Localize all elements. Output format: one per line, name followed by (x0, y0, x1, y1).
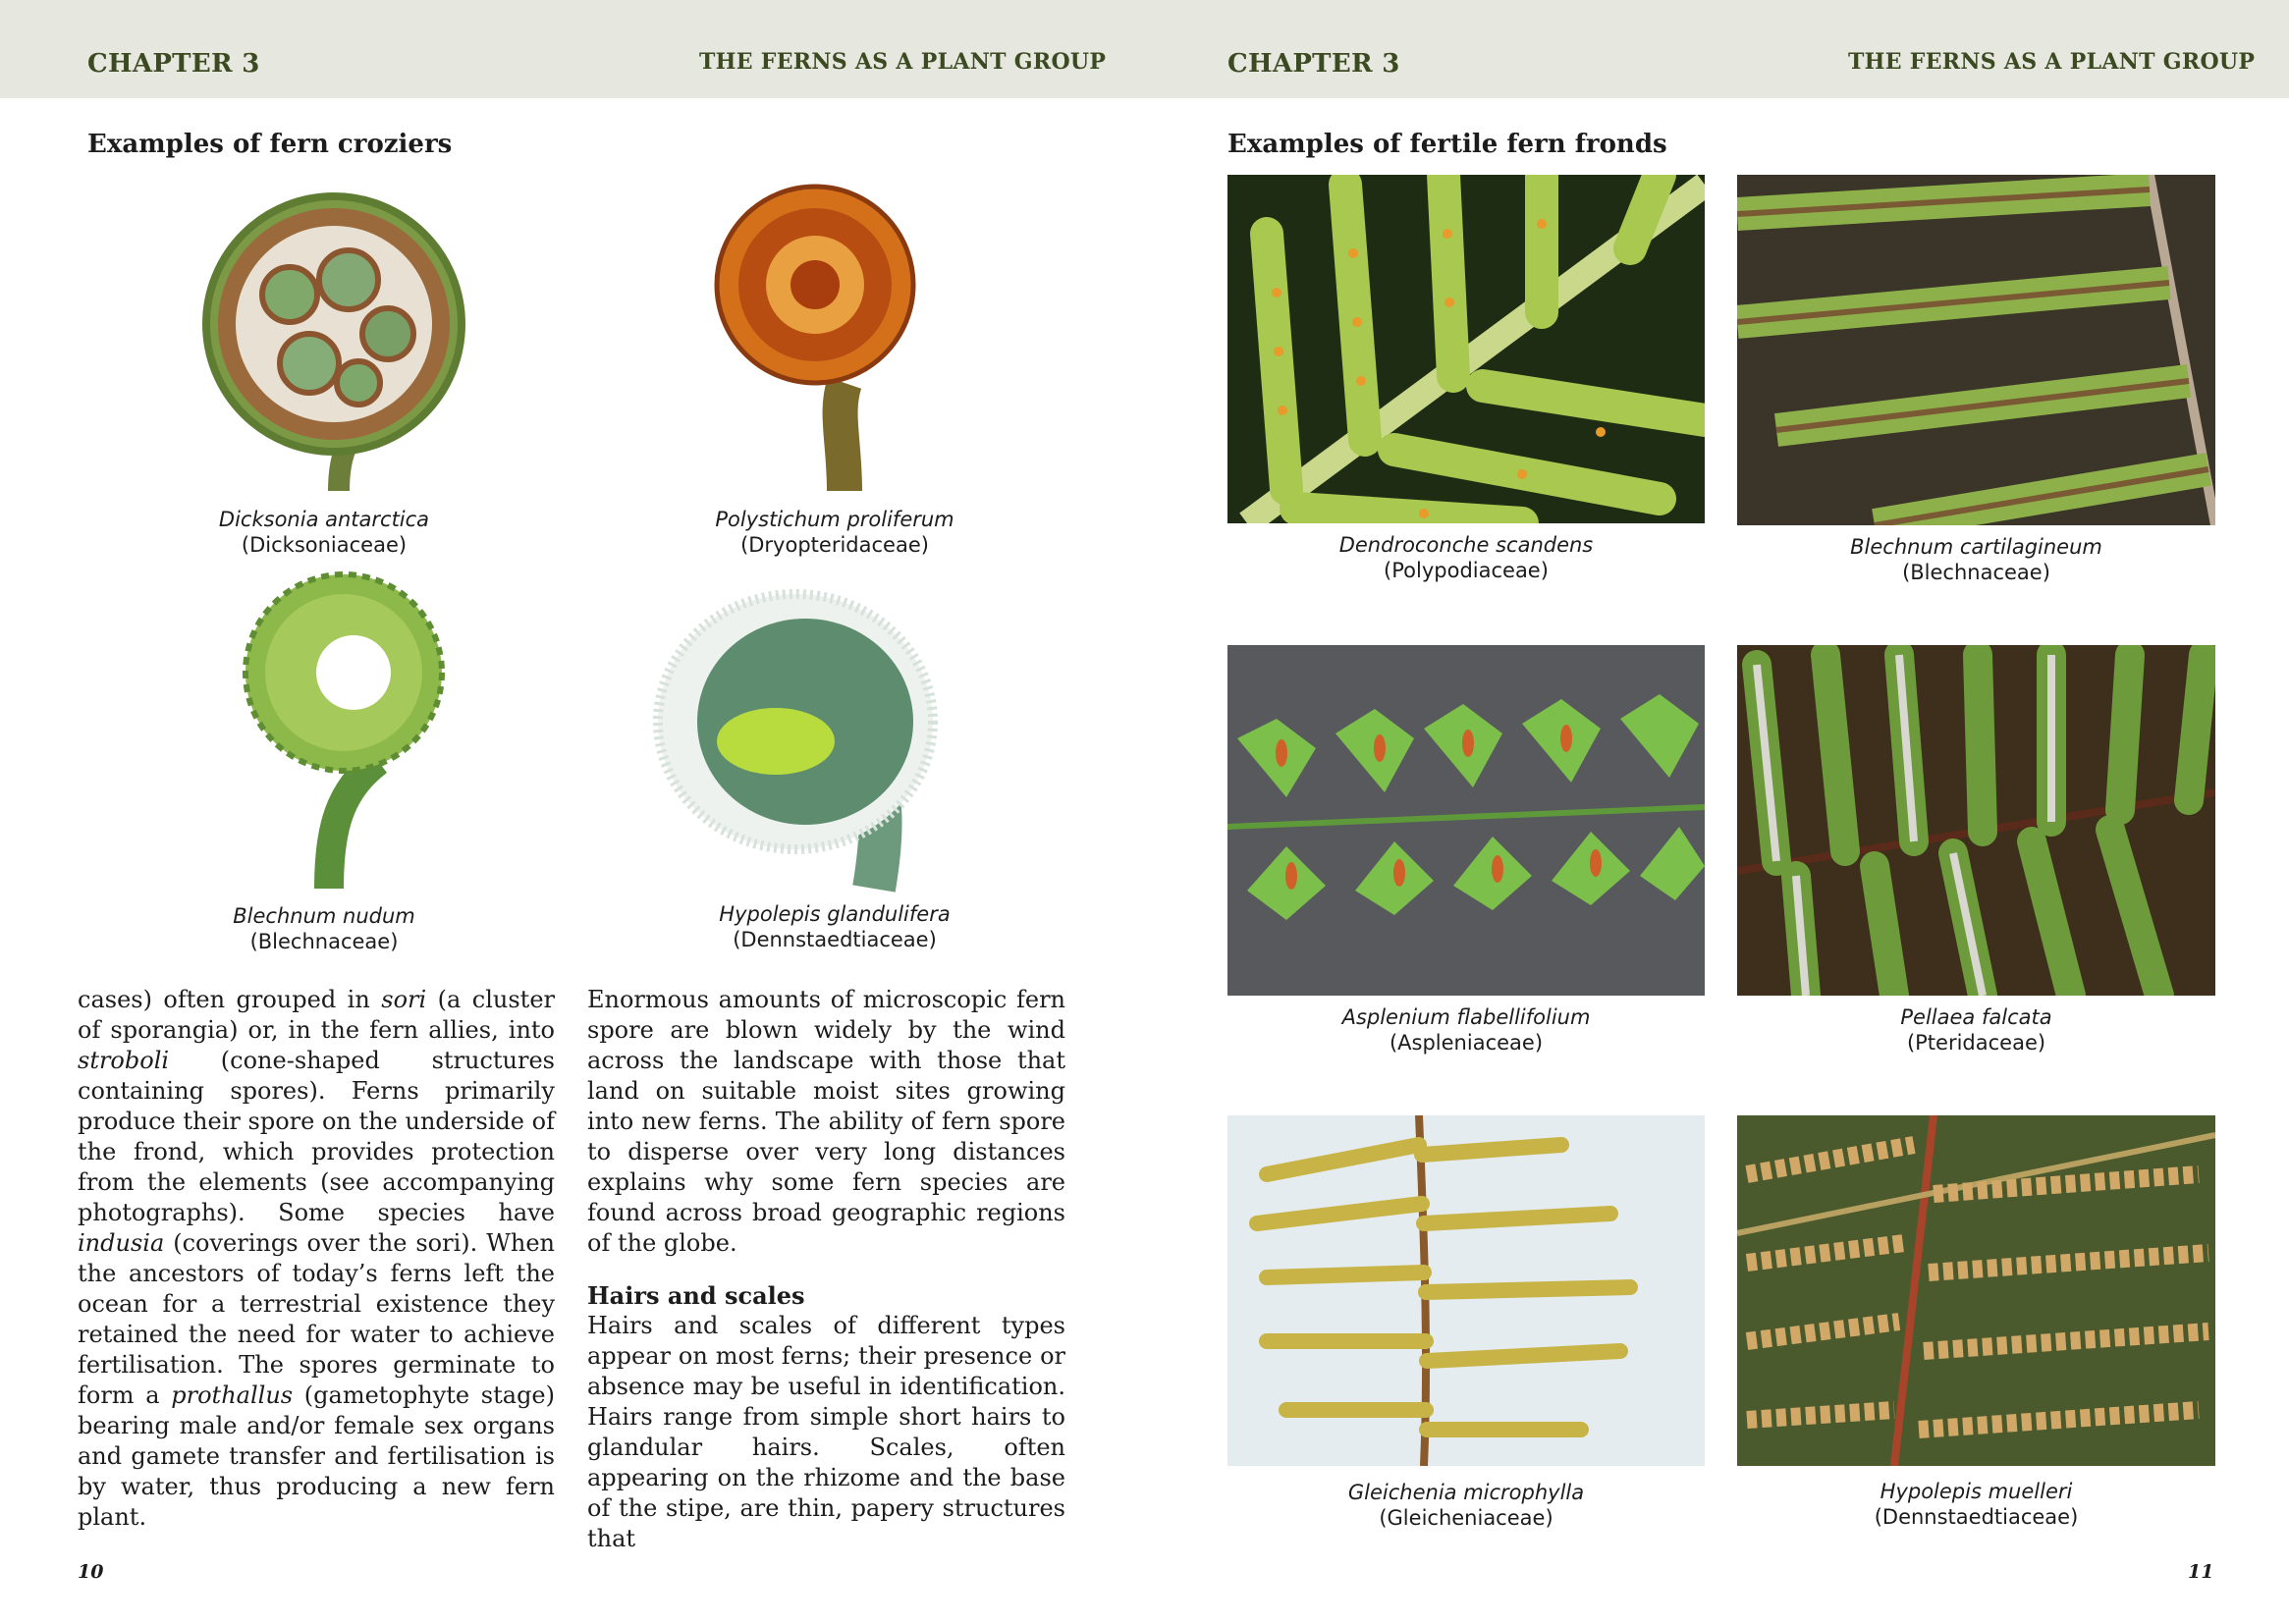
family-name: (Pteridaceae) (1906, 1031, 2046, 1055)
family-name: (Dennstaedtiaceae) (1874, 1505, 2079, 1529)
crozier-caption-2 (678, 507, 992, 558)
subheading-hairs-scales: Hairs and scales (587, 1281, 805, 1310)
text-run: (gametophyte stage) bearing male and/or female sex organs and gamete transfer and fertilisation is by water, thus producing a new fern plant. (78, 1381, 555, 1531)
family-name: (Blechnaceae) (1902, 561, 2050, 584)
frond-caption-1 (1227, 532, 1705, 583)
fronds-section-title: Examples of fertile fern fronds (1227, 130, 1667, 159)
page-number-right: 11 (2188, 1561, 2214, 1583)
species-name: Asplenium flabellifolium (1341, 1005, 1591, 1029)
species-name: Pellaea falcata (1900, 1005, 2052, 1029)
text-run: (a cluster of sporangia) or, in the fern allies, into (78, 986, 556, 1044)
croziers-section-title: Examples of fern croziers (87, 130, 453, 159)
term-sori: sori (381, 986, 427, 1013)
family-name: (Dennstaedtiaceae) (733, 928, 937, 951)
frond-caption-5 (1227, 1480, 1705, 1531)
page-number-left: 10 (78, 1561, 104, 1583)
text-run: (cone-shaped structures containing spores). Ferns primarily produce their spore on the underside of the frond, which provides protection from the elements (see accompanying photographs). Some species have (78, 1047, 555, 1226)
body-paragraph-hairs: Hairs and scales of different types appear on most ferns; their presence or absence may be useful in identification. Hairs range from simple short hairs to glandular hairs. Scales, often appearing on the rhizome and the base of the stipe, are thin, papery structures that (587, 1312, 1065, 1552)
text-run: cases) often grouped in (78, 986, 382, 1013)
species-name: Dicksonia antarctica (218, 508, 430, 531)
family-name: (Dryopteridaceae) (740, 533, 929, 557)
frond-photo-dendroconche (1227, 175, 1705, 523)
frond-photo-blechnum-cartilagineum (1737, 175, 2215, 525)
right-running-title: THE FERNS AS A PLANT GROUP (1848, 49, 2256, 75)
family-name: (Dicksoniaceae) (241, 533, 408, 557)
frond-photo-pellaea (1737, 645, 2215, 996)
body-paragraph-spores (78, 985, 555, 1533)
crozier-photo-polystichum (697, 177, 933, 496)
species-name: Gleichenia microphylla (1347, 1481, 1585, 1504)
body-column-1 (78, 985, 555, 1533)
left-chapter-label: CHAPTER 3 (87, 49, 260, 79)
frond-photo-gleichenia (1227, 1115, 1705, 1466)
frond-caption-6 (1737, 1479, 2215, 1530)
frond-caption-4 (1737, 1004, 2215, 1056)
family-name: (Polypodiaceae) (1384, 559, 1549, 582)
family-name: (Aspleniaceae) (1389, 1031, 1544, 1055)
family-name: (Gleicheniaceae) (1379, 1506, 1553, 1530)
text-run: (coverings over the sori). When the ancestors of today’s ferns left the ocean for a terrestrial existence they retained the need for water to achieve fertilisation. The spores germinate to form a (78, 1229, 555, 1409)
crozier-photo-dicksonia (191, 177, 486, 496)
species-name: Blechnum nudum (233, 904, 415, 928)
frond-photo-hypolepis-muelleri (1737, 1115, 2215, 1466)
body-paragraph-dispersal: Enormous amounts of microscopic fern spore are blown widely by the wind across the landscape with those that land on suitable moist sites growing into new ferns. The ability of fern spore to disperse over very long distances explains why some fern species are found across broad geographic regions of the globe. (587, 986, 1065, 1257)
species-name: Polystichum proliferum (715, 508, 954, 531)
crozier-caption-3 (167, 903, 481, 954)
crozier-caption-4 (678, 901, 992, 952)
frond-caption-3 (1227, 1004, 1705, 1056)
crozier-photo-hypolepis (648, 574, 943, 893)
crozier-caption-1 (167, 507, 481, 558)
term-prothallus: prothallus (171, 1381, 294, 1409)
species-name: Dendroconche scandens (1338, 533, 1594, 557)
term-indusia: indusia (78, 1229, 165, 1257)
term-stroboli: stroboli (78, 1047, 170, 1074)
species-name: Blechnum cartilagineum (1850, 535, 2102, 559)
crozier-photo-blechnum (231, 565, 457, 893)
species-name: Hypolepis muelleri (1880, 1480, 2073, 1503)
left-running-title: THE FERNS AS A PLANT GROUP (699, 49, 1107, 75)
body-column-2 (587, 985, 1065, 1554)
frond-caption-2 (1737, 534, 2215, 585)
species-name: Hypolepis glandulifera (719, 902, 951, 926)
family-name: (Blechnaceae) (249, 930, 399, 953)
frond-photo-asplenium (1227, 645, 1705, 996)
right-chapter-label: CHAPTER 3 (1227, 49, 1400, 79)
